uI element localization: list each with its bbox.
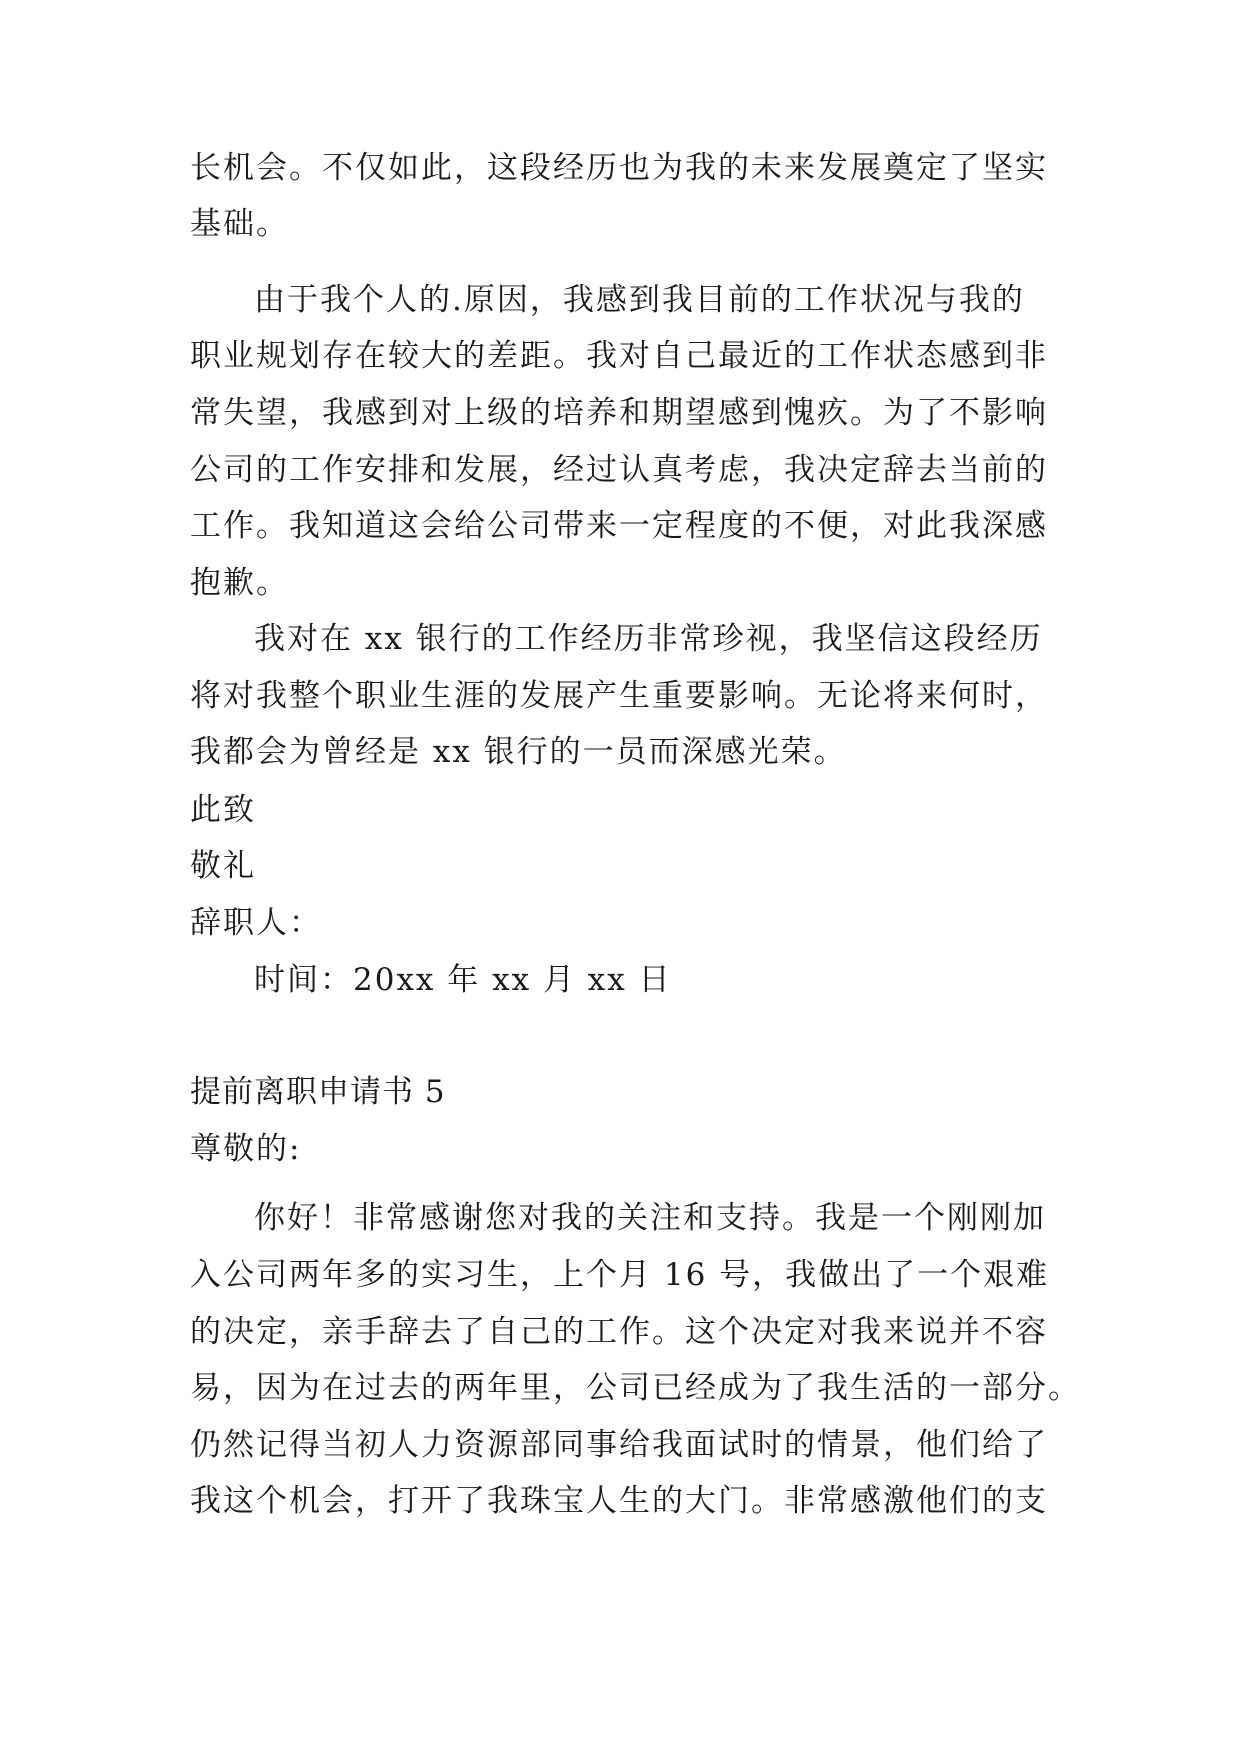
paragraph-line: 仍然记得当初人力资源部同事给我面试时的情景，他们给了	[190, 1427, 1048, 1463]
date-line: 时间：20xx 年 xx 月 xx 日	[254, 962, 672, 998]
paragraph-line: 易，因为在过去的两年里，公司已经成为了我生活的一部分。	[190, 1370, 1081, 1406]
paragraph-line: 职业规划存在较大的差距。我对自己最近的工作状态感到非	[190, 338, 1048, 374]
paragraph-line: 由于我个人的.原因，我感到我目前的工作状况与我的	[254, 282, 1025, 318]
paragraph-line: 常失望，我感到对上级的培养和期望感到愧疚。为了不影响	[190, 395, 1048, 431]
closing-salutation: 此致	[190, 792, 256, 828]
paragraph-line: 的决定，亲手辞去了自己的工作。这个决定对我来说并不容	[190, 1314, 1048, 1350]
paragraph-line: 基础。	[190, 206, 289, 242]
paragraph-line: 公司的工作安排和发展，经过认真考虑，我决定辞去当前的	[190, 452, 1048, 488]
paragraph-line: 工作。我知道这会给公司带来一定程度的不便，对此我深感	[190, 508, 1048, 544]
resignee-label: 辞职人：	[190, 905, 322, 941]
paragraph-line: 抱歉。	[190, 565, 289, 601]
closing-regards: 敬礼	[190, 848, 256, 884]
paragraph-line: 我都会为曾经是 xx 银行的一员而深感光荣。	[190, 734, 847, 770]
paragraph-line: 我这个机会，打开了我珠宝人生的大门。非常感激他们的支	[190, 1483, 1048, 1519]
paragraph-line: 我对在 xx 银行的工作经历非常珍视，我坚信这段经历	[254, 621, 1043, 657]
paragraph-line: 将对我整个职业生涯的发展产生重要影响。无论将来何时，	[190, 678, 1048, 714]
greeting: 尊敬的:	[190, 1131, 302, 1167]
paragraph-line: 长机会。不仅如此，这段经历也为我的未来发展奠定了坚实	[190, 150, 1048, 186]
paragraph-line: 你好！非常感谢您对我的关注和支持。我是一个刚刚加	[254, 1200, 1046, 1236]
paragraph-line: 入公司两年多的实习生，上个月 16 号，我做出了一个艰难	[190, 1257, 1050, 1293]
section-heading: 提前离职申请书 5	[190, 1074, 446, 1110]
